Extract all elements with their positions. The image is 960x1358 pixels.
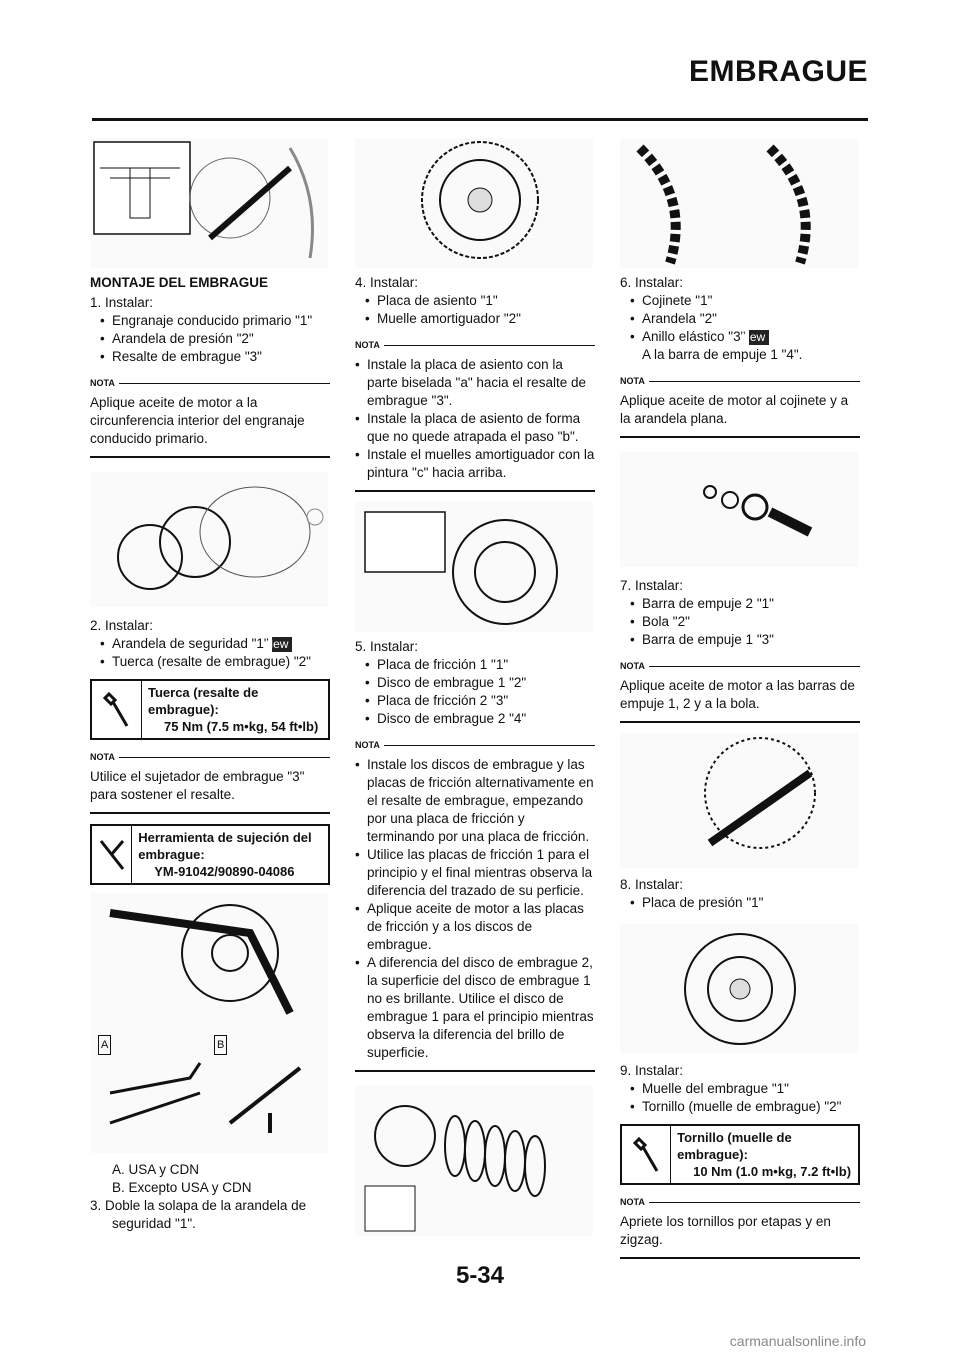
column-2 [355, 138, 595, 1236]
note-box [620, 1193, 860, 1259]
list-item: • Tuerca (resalte de embrague) "2" [100, 653, 330, 671]
figure-damper-spring [355, 502, 593, 632]
list-item: • Bola "2" [630, 613, 860, 631]
figure-clutch-plates-compare [620, 138, 858, 268]
note-text: Apriete los tornillos por etapas y en zigzag. [620, 1214, 831, 1247]
note-box [620, 372, 860, 438]
list-item: • Arandela "2" [630, 310, 860, 328]
watermark: carmanualsonline.info [729, 1333, 866, 1349]
note-item: • Instale la placa de asiento de forma que no quede atrapada el paso "b". [355, 410, 595, 446]
note-label: NOTA [355, 736, 595, 754]
list-item [630, 328, 860, 346]
note-box [355, 336, 595, 492]
legend-a: A. USA y CDN [112, 1162, 200, 1177]
list-item: • Placa de fricción 1 "1" [365, 656, 595, 674]
note-label: NOTA [355, 336, 595, 354]
step-4: 4. Instalar: [355, 275, 419, 290]
column-1 [90, 138, 330, 1233]
figure-pressure-plate [620, 924, 858, 1054]
figure-shaft-tool [90, 138, 328, 268]
column-3 [620, 138, 860, 1269]
note-text: Aplique aceite de motor al cojinete y a la arandela plana. [620, 393, 849, 426]
figure-friction-plates [355, 1086, 593, 1236]
list-item: • Engranaje conducido primario "1" [100, 312, 330, 330]
note-label: NOTA [620, 1193, 860, 1211]
list-item: • Muelle del embrague "1" [630, 1080, 860, 1098]
list-item: • Placa de fricción 2 "3" [365, 692, 595, 710]
spec-name: Herramienta de sujeción del embrague: [138, 830, 312, 862]
step-3: 3. Doble la solapa de la arandela de seguridad "1". [90, 1198, 307, 1231]
step-5: 5. Instalar: [355, 639, 419, 654]
step-1: 1. Instalar: [90, 295, 154, 310]
spec-value: 75 Nm (7.5 m•kg, 54 ft•lb) [163, 719, 319, 734]
new-badge: New [749, 330, 769, 345]
list-item: • Arandela de presión "2" [100, 330, 330, 348]
torque-spec [90, 679, 330, 740]
page-number: 5-34 [455, 1262, 505, 1289]
list-item: • Barra de empuje 2 "1" [630, 595, 860, 613]
list-item: • Cojinete "1" [630, 292, 860, 310]
step-6-sub: A la barra de empuje 1 "4". [642, 347, 803, 362]
note-box [620, 657, 860, 723]
note-item: • Aplique aceite de motor a las placas de fricción y a los discos de embrague. [355, 900, 595, 954]
list-item: • Tornillo (muelle de embrague) "2" [630, 1098, 860, 1116]
note-item: • Instale la placa de asiento con la parte biselada "a" hacia el resalte de embrague "3". [355, 356, 595, 410]
list-item: • Muelle amortiguador "2" [365, 310, 595, 328]
note-text: Utilice el sujetador de embrague "3" para sostener el resalte. [90, 769, 305, 802]
note-box [355, 736, 595, 1072]
note-text: Aplique aceite de motor a las barras de empuje 1, 2 y a la bola. [620, 678, 855, 711]
step-6: 6. Instalar: [620, 275, 684, 290]
step-8: 8. Instalar: [620, 877, 684, 892]
note-box [90, 374, 330, 458]
note-text: Aplique aceite de motor a la circunferencia interior del engranaje conducido primario. [90, 395, 305, 446]
header-rule [92, 118, 868, 121]
note-item: • Instale los discos de embrague y las placas de fricción alternativamente en el resalte de embrague, empezando por una placa de fricción y terminando por una placa de fricción. [355, 756, 595, 846]
figure-label-b: B [214, 1035, 227, 1055]
list-item [100, 635, 330, 653]
spec-name: Tornillo (muelle de embrague): [677, 1130, 792, 1162]
list-item: • Disco de embrague 2 "4" [365, 710, 595, 728]
torque-wrench-icon [92, 681, 142, 738]
figure-clutch-hub [90, 472, 328, 607]
list-item-text: Arandela de seguridad "1" [112, 636, 269, 651]
spec-value: 10 Nm (1.0 m•kg, 7.2 ft•lb) [693, 1164, 852, 1179]
figure-holder-tool [90, 893, 328, 1153]
note-label: NOTA [90, 374, 330, 392]
tool-spec [90, 824, 330, 885]
list-item: • Disco de embrague 1 "2" [365, 674, 595, 692]
list-item: • Placa de asiento "1" [365, 292, 595, 310]
special-tool-icon [92, 826, 132, 883]
torque-spec [620, 1124, 860, 1185]
note-label: NOTA [90, 748, 330, 766]
list-item: • Placa de presión "1" [630, 894, 860, 912]
spec-name: Tuerca (resalte de embrague): [147, 685, 259, 717]
note-label: NOTA [620, 372, 860, 390]
new-badge: New [272, 637, 292, 652]
step-9: 9. Instalar: [620, 1063, 684, 1078]
note-box [90, 748, 330, 814]
list-item: • Resalte de embrague "3" [100, 348, 330, 366]
note-label: NOTA [620, 657, 860, 675]
step-7: 7. Instalar: [620, 578, 684, 593]
page-title: EMBRAGUE [688, 55, 868, 88]
figure-seat-plate [355, 138, 593, 268]
section-title: MONTAJE DEL EMBRAGUE [90, 275, 269, 290]
torque-wrench-icon [622, 1126, 671, 1183]
figure-push-rod-parts [620, 452, 858, 567]
note-item: • A diferencia del disco de embrague 2, la superficie del disco de embrague 1 no es brillante. Utilice el disco de embrague 1 para el principio mientras observa la diferencia del brillo de superficie. [355, 954, 595, 1062]
figure-push-rod-install [620, 733, 858, 868]
list-item-text: Anillo elástico "3" [642, 329, 746, 344]
list-item: • Barra de empuje 1 "3" [630, 631, 860, 649]
note-item: • Instale el muelles amortiguador con la pintura "c" hacia arriba. [355, 446, 595, 482]
figure-label-a: A [98, 1035, 111, 1055]
legend-b: B. Excepto USA y CDN [112, 1180, 252, 1195]
spec-value: YM-91042/90890-04086 [154, 864, 295, 879]
step-2: 2. Instalar: [90, 618, 154, 633]
note-item: • Utilice las placas de fricción 1 para el principio y el final mientras observa la diferencia del trazado de su perficie. [355, 846, 595, 900]
